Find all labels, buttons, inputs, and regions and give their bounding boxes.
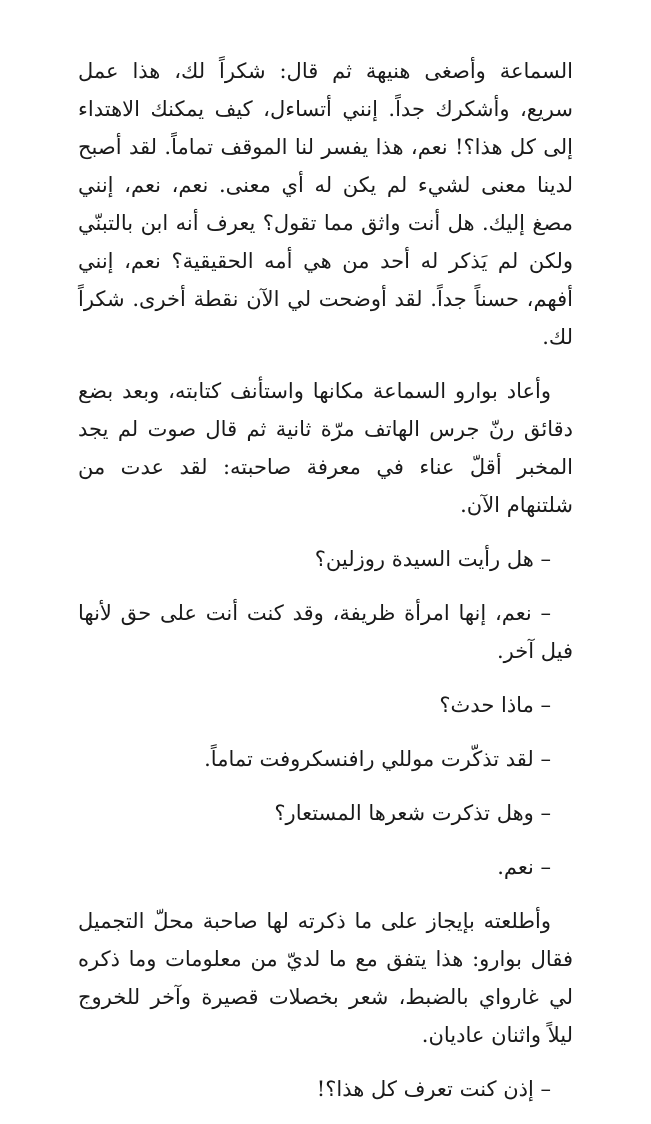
paragraph: السماعة وأصغى هنيهة ثم قال: شكراً لك، هذا عمل سريع، وأشكرك جداً. إنني أتساءل، كيف يمكنك الاهتداء إلى كل هذا؟! نعم، هذا يفسر لنا الموقف تماماً. لقد أصبح لدينا معنى لشيء لم يكن له أي معنى. نعم، نعم، إنني مصغ إليك. هل أنت واثق مما تقول؟ يعرف أنه ابن بالتبنّي ولكن لم يَذكر له أحد من هي أمه الحقيقية؟ نعم، إنني أفهم، حسناً جداً. لقد أوضحت لي الآن نقطة أخرى. شكراً لك.: [78, 59, 573, 349]
dialogue-line: – نعم، إنها امرأة ظريفة، وقد كنت أنت على حق لأنها فيل آخر.: [78, 601, 573, 663]
dialogue-line: – نعم.: [497, 855, 551, 879]
dialogue-line: – ماذا حدث؟: [439, 693, 551, 717]
book-page: [78, 52, 573, 1124]
dialogue-line: – وهل تذكرت شعرها المستعار؟: [274, 801, 551, 825]
paragraph: وأعاد بوارو السماعة مكانها واستأنف كتابته، وبعد بضع دقائق رنّ جرس الهاتف مرّة ثانية ثم قال صوت لم يجد المخبر أقلّ عناء في معرفة صاحبته: لقد عدت من شلتنهام الآن.: [78, 379, 573, 517]
paragraph: وأطلعته بإيجاز على ما ذكرته لها صاحبة محلّ التجميل فقال بوارو: هذا يتفق مع ما لديّ من معلومات وما ذكره لي غارواي بالضبط، شعر بخصلات قصيرة وآخر للخروج ليلاً واثنان عاديان.: [78, 909, 573, 1047]
dialogue-line: – إذن كنت تعرف كل هذا؟!: [316, 1077, 551, 1101]
dialogue-line: – هل رأيت السيدة روزلين؟: [314, 547, 551, 571]
dialogue-line: – لقد تذكّرت موللي رافنسكروفت تماماً.: [204, 747, 551, 771]
